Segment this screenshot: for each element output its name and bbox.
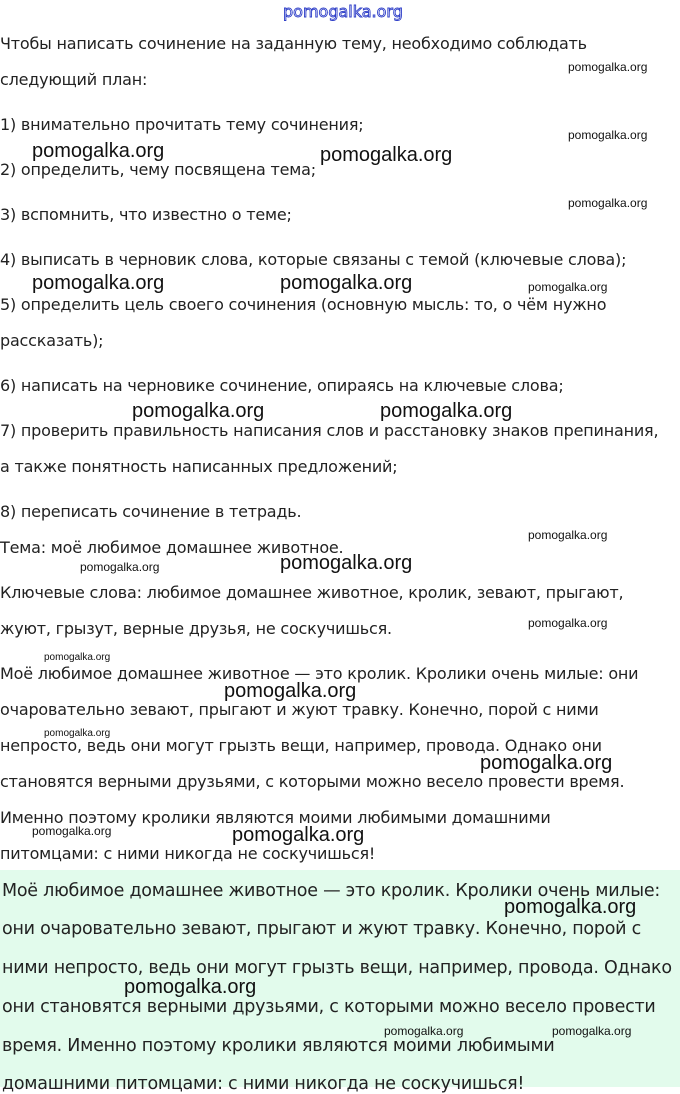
- site-logo-watermark: pomogalka.org: [283, 2, 403, 21]
- text-line: Чтобы написать сочинение на заданную тему, необходимо соблюдать: [0, 34, 587, 53]
- plan-step: 1) внимательно прочитать тему сочинения;: [0, 115, 364, 134]
- plan-step: 4) выписать в черновик слова, которые связаны с темой (ключевые слова);: [0, 250, 627, 269]
- watermark: pomogalka.org: [224, 680, 357, 702]
- keywords-line: Ключевые слова: любимое домашнее животное, кролик, зевают, прыгают,: [0, 583, 624, 602]
- topic-line: Тема: моё любимое домашнее животное.: [0, 538, 344, 557]
- plan-step-continued: а также понятность написанных предложений;: [0, 457, 398, 476]
- plan-step: 3) вспомнить, что известно о теме;: [0, 205, 292, 224]
- watermark: pomogalka.org: [568, 128, 648, 142]
- text-line: следующий план:: [0, 70, 148, 89]
- essay-line: становятся верными друзьями, с которыми можно весело провести время.: [0, 772, 625, 791]
- plan-step: 5) определить цель своего сочинения (основную мысль: то, о чём нужно: [0, 295, 607, 314]
- answer-line: ними непросто, ведь они могут грызть вещи, например, провода. Однако: [2, 958, 672, 978]
- watermark: pomogalka.org: [44, 652, 111, 663]
- plan-step: 6) написать на черновике сочинение, опираясь на ключевые слова;: [0, 376, 564, 395]
- watermark: pomogalka.org: [124, 976, 257, 998]
- watermark: pomogalka.org: [384, 1024, 464, 1038]
- watermark: pomogalka.org: [480, 752, 613, 774]
- watermark: pomogalka.org: [528, 616, 608, 630]
- watermark: pomogalka.org: [80, 560, 160, 574]
- watermark: pomogalka.org: [280, 552, 413, 574]
- watermark: pomogalka.org: [280, 272, 413, 294]
- answer-line: они становятся верными друзьями, с которыми можно весело провести: [2, 997, 656, 1017]
- watermark: pomogalka.org: [380, 400, 513, 422]
- answer-line: Моё любимое домашнее животное — это кролик. Кролики очень милые:: [2, 881, 661, 901]
- answer-line: они очаровательно зевают, прыгают и жуют травку. Конечно, порой с: [2, 919, 641, 939]
- watermark: pomogalka.org: [568, 196, 648, 210]
- answer-line: время. Именно поэтому кролики являются моими любимыми: [2, 1036, 555, 1056]
- keywords-line: жуют, грызут, верные друзья, не соскучишься.: [0, 619, 392, 638]
- watermark: pomogalka.org: [232, 824, 365, 846]
- watermark: pomogalka.org: [568, 60, 648, 74]
- essay-line: непросто, ведь они могут грызть вещи, например, провода. Однако они: [0, 736, 602, 755]
- plan-step-continued: рассказать);: [0, 331, 104, 350]
- watermark: pomogalka.org: [32, 140, 165, 162]
- watermark: pomogalka.org: [528, 528, 608, 542]
- watermark: pomogalka.org: [32, 824, 112, 838]
- watermark: pomogalka.org: [552, 1024, 632, 1038]
- watermark: pomogalka.org: [504, 896, 637, 918]
- plan-step: 8) переписать сочинение в тетрадь.: [0, 502, 302, 521]
- watermark: pomogalka.org: [44, 728, 111, 739]
- essay-line: Моё любимое домашнее животное — это кролик. Кролики очень милые: они: [0, 664, 639, 683]
- plan-step: 7) проверить правильность написания слов и расстановку знаков препинания,: [0, 421, 659, 440]
- essay-line: очаровательно зевают, прыгают и жуют травку. Конечно, порой с ними: [0, 700, 599, 719]
- watermark: pomogalka.org: [320, 144, 453, 166]
- watermark: pomogalka.org: [32, 272, 165, 294]
- plan-step: 2) определить, чему посвящена тема;: [0, 160, 316, 179]
- watermark: pomogalka.org: [528, 280, 608, 294]
- essay-line: питомцами: с ними никогда не соскучишься!: [0, 844, 376, 863]
- answer-line: домашними питомцами: с ними никогда не соскучишься!: [2, 1074, 525, 1094]
- watermark: pomogalka.org: [132, 400, 265, 422]
- essay-line: Именно поэтому кролики являются моими любимыми домашними: [0, 808, 551, 827]
